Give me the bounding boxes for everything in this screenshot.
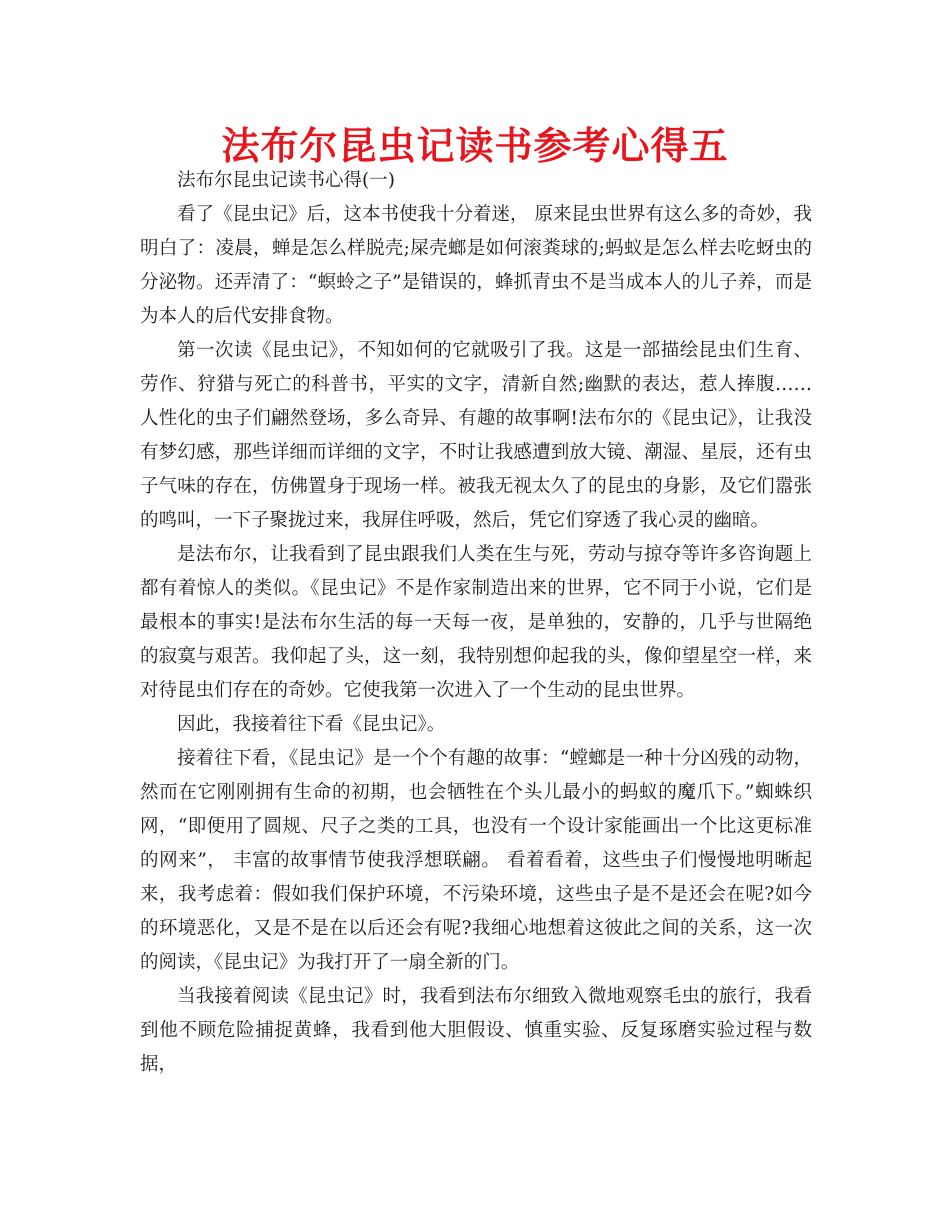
document-title: 法布尔昆虫记读书参考心得五: [221, 123, 729, 168]
paragraph: 当我接着阅读《昆虫记》时，我看到法布尔细致入微地观察毛虫的旅行，我看到他不顾危险捕捉黄蜂，我看到他大胆假设、慎重实验、反复琢磨实验过程与数据，: [140, 986, 812, 1075]
paragraph: 是法布尔，让我看到了昆虫跟我们人类在生与死，劳动与掠夺等许多咨询题上都有着惊人的类似。《昆虫记》不是作家制造出来的世界，它不同于小说，它们是最根本的事实!是法布尔生活的每一天每一夜，是单独的，安静的，几乎与世隔绝的寂寞与艰苦。我仰起了头，这一刻，我特别想仰起我的头，像仰望星空一样，来对待昆虫们存在的奇妙。它使我第一次进入了一个生动的昆虫世界。: [140, 544, 812, 701]
paragraph: 因此，我接着往下看《昆虫记》。: [177, 714, 446, 735]
paragraph: 看了《昆虫记》后，这本书使我十分着迷， 原来昆虫世界有这么多的奇妙，我明白了：凌晨，蝉是怎么样脱壳;屎壳螂是如何滚粪球的;蚂蚁是怎么样去吃蚜虫的分泌物。还弄清了：“螟蛉之子”是错误的，蜂抓青虫不是当成本人的儿子养，而是为本人的后代安排食物。: [140, 204, 812, 327]
paragraph: 第一次读《昆虫记》，不知如何的它就吸引了我。这是一部描绘昆虫们生育、劳作、狩猎与死亡的科普书，平实的文字，清新自然;幽默的表达，惹人捧腹……人性化的虫子们翩然登场，多么奇异、有趣的故事啊!法布尔的《昆虫记》，让我没有梦幻感，那些详细而详细的文字，不时让我感遭到放大镜、潮湿、星辰，还有虫子气味的存在，仿佛置身于现场一样。被我无视太久了的昆虫的身影，及它们嚣张的鸣叫，一下子聚拢过来，我屏住呼吸，然后，凭它们穿透了我心灵的幽暗。: [140, 340, 812, 531]
document-subtitle: 法布尔昆虫记读书心得(一): [177, 170, 395, 191]
document-body: [140, 164, 812, 1082]
paragraph: 接着往下看，《昆虫记》是一个个有趣的故事：“螳螂是一种十分凶残的动物，然而在它刚刚拥有生命的初期，也会牺牲在个头儿最小的蚂蚁的魔爪下。”蜘蛛织网，“即便用了圆规、尺子之类的工具，也没有一个设计家能画出一个比这更标准的网来”， 丰富的故事情节使我浮想联翩。 看着看着，这些虫子们慢慢地明晰起来，我考虑着：假如我们保护环境，不污染环境，这些虫子是不是还会在呢?如今的环境恶化，又是不是在以后还会有呢?我细心地想着这彼此之间的关系，这一次的阅读，《昆虫记》为我打开了一扇全新的门。: [140, 748, 812, 973]
